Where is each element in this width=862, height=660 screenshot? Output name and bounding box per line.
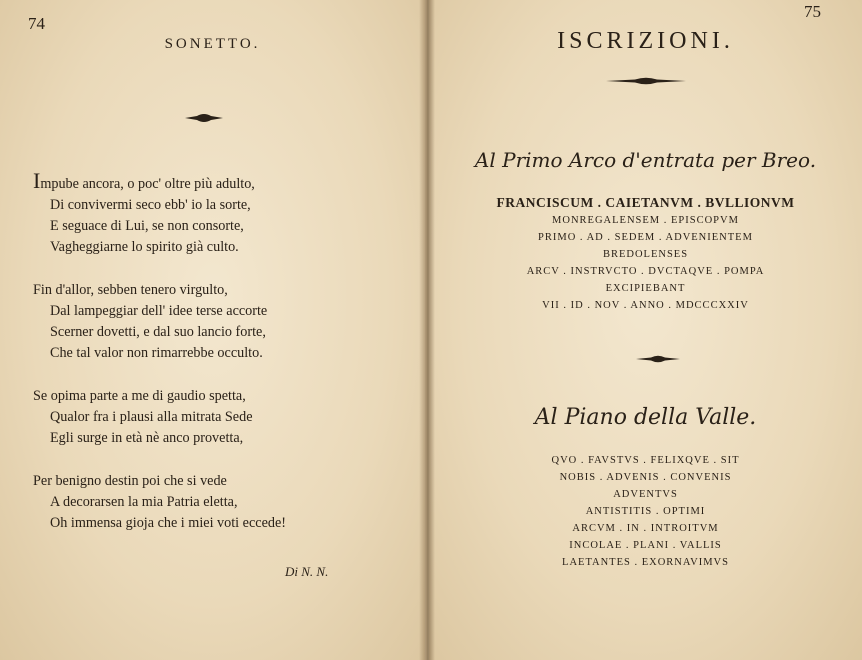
inscription-line: NOBIS . ADVENIS . CONVENIS — [559, 472, 732, 483]
inscription-line: BREDOLENSES — [602, 249, 689, 260]
inscription-line: QVO . FAVSTVS . FELIXQVE . SIT — [551, 455, 740, 466]
poem-line: Fin d'allor, sebben tenero virgulto, — [33, 282, 228, 298]
stanza-3 — [33, 386, 286, 449]
poem-line: Se opima parte a me di gaudio spetta, — [33, 388, 246, 404]
poem-line: Per benigno destin poi che si vede — [33, 473, 227, 489]
page-number-left: 74 — [28, 14, 45, 33]
section-title-first-arch: Al Primo Arco d'entrata per Breo. — [474, 148, 817, 172]
inscription-line: ADVENTVS — [613, 489, 678, 500]
inscription-main-line: FRANCISCUM . CAIETANVM . BVLLIONVM — [496, 195, 795, 210]
inscription-block-2 — [429, 452, 862, 571]
stanza-2 — [33, 280, 286, 364]
poem-line: Di convivermi seco ebb' io la sorte, — [50, 197, 251, 213]
poem-line: E seguace di Lui, se non consorte, — [50, 218, 244, 234]
signature: Di N. N. — [285, 564, 329, 579]
inscription-line: PRIMO . AD . SEDEM . ADVENIENTEM — [538, 232, 753, 243]
inscription-line: VII . ID . NOV . ANNO . MDCCCXXIV — [542, 300, 749, 311]
drop-cap-letter: I — [33, 168, 41, 193]
stanza-4 — [33, 471, 286, 534]
ornament-divider-left — [183, 112, 225, 124]
poem-line: Dal lampeggiar dell' idee terse accorte — [50, 303, 268, 319]
page-number-right: 75 — [804, 2, 821, 21]
inscription-line: INCOLAE . PLANI . VALLIS — [569, 540, 722, 551]
inscriptions-heading: ISCRIZIONI. — [557, 28, 734, 54]
poem-line: Vagheggiarne lo spirito già culto. — [50, 239, 239, 255]
inscription-line: LAETANTES . EXORNAVIMVS — [562, 557, 729, 568]
sonnet-heading: SONETTO. — [164, 36, 261, 52]
inscription-block-1 — [429, 212, 862, 314]
inscription-line: ARCV . INSTRVCTO . DVCTAQVE . POMPA — [526, 266, 765, 277]
ornament-rule-middle — [635, 354, 681, 364]
section-title-valley-plain: Al Piano della Valle. — [534, 405, 757, 430]
inscription-line: ARCVM . IN . INTROITVM — [572, 523, 719, 534]
poem-line — [33, 170, 286, 195]
inscription-line: MONREGALENSEM . EPISCOPVM — [552, 215, 739, 226]
poem-line: A decorarsen la mia Patria eletta, — [50, 494, 238, 510]
inscription-line: ANTISTITIS . OPTIMI — [585, 506, 706, 517]
poem-line: Scerner dovetti, e dal suo lancio forte, — [50, 324, 266, 340]
inscription-line: EXCIPIEBANT — [605, 283, 686, 294]
ornament-rule-top — [605, 76, 687, 86]
poem-line: Egli surge in età nè anco provetta, — [50, 430, 244, 446]
stanza-1 — [33, 170, 286, 258]
sonnet-text — [33, 170, 286, 556]
poem-line: Che tal valor non rimarrebbe occulto. — [50, 345, 263, 361]
poem-line-text: mpube ancora, o poc' oltre più adulto, — [40, 176, 255, 192]
poem-line: Qualor fra i plausi alla mitrata Sede — [50, 409, 253, 425]
poem-line: Oh immensa gioja che i miei voti eccede! — [50, 515, 286, 531]
